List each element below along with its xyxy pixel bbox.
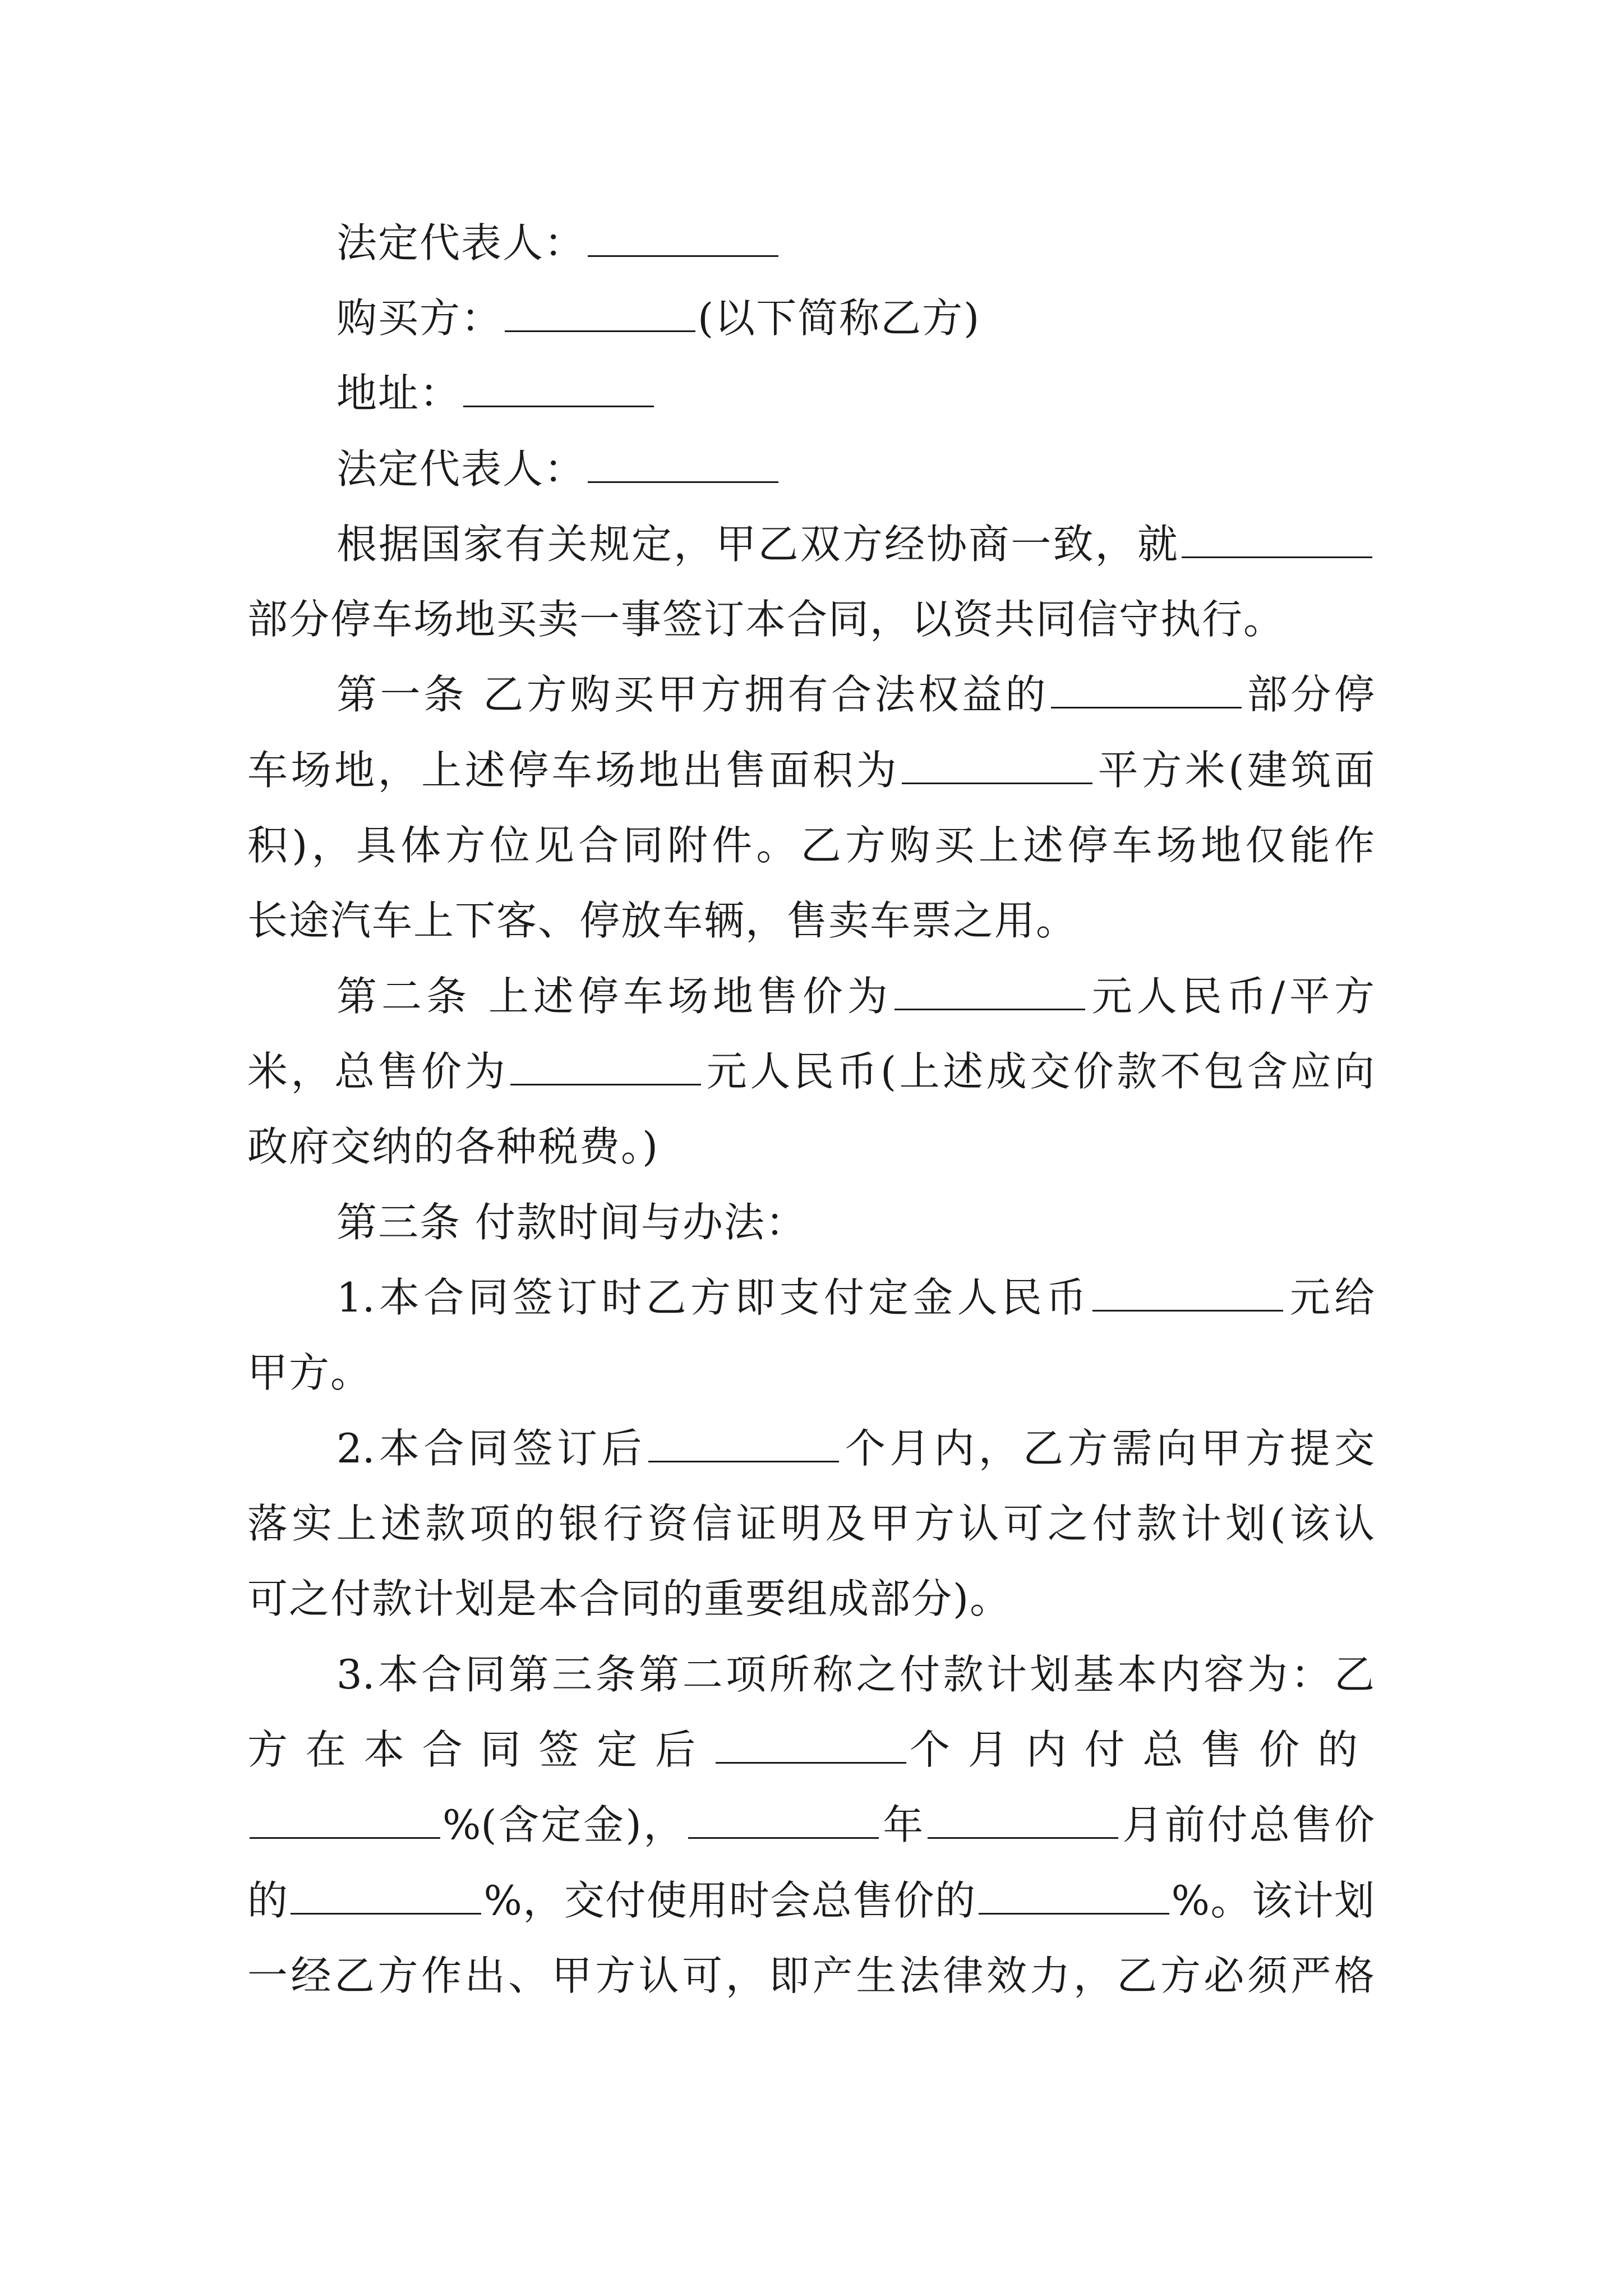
fill-blank (895, 975, 1085, 1010)
text-span: 积)，具体方位见合同附件。乙方购买上述停车场地仅能作 (247, 822, 1375, 869)
text-span: %(含定金)， (442, 1801, 686, 1848)
text-span: 个月内，乙方需向甲方提交 (841, 1425, 1375, 1472)
text-span: 可之付款计划是本合同的重要组成部分)。 (247, 1575, 1012, 1622)
text-span: 部分停车场地买卖一事签订本合同，以资共同信守执行。 (247, 596, 1285, 643)
legal-rep-line-2 (336, 442, 1375, 496)
text-span: (以下简称乙方) (698, 295, 981, 342)
fill-blank (510, 1050, 701, 1085)
text-span: 第二条 上述停车场地售价为 (336, 973, 892, 1020)
text-span: 法定代表人： (336, 219, 586, 266)
text-span: 一经乙方作出、甲方认可，即产生法律效力，乙方必须严格 (247, 1952, 1375, 1999)
text-span: 元给 (1285, 1274, 1375, 1321)
text-span: 购买方： (336, 295, 503, 342)
preamble-line-2 (247, 592, 1375, 646)
fill-blank (1092, 1276, 1283, 1312)
text-span: 第一条 乙方购买甲方拥有合法权益的 (336, 671, 1049, 718)
clause-3-line-4 (247, 1874, 1375, 1927)
fill-blank (291, 1879, 481, 1915)
article-2-line-2 (247, 1045, 1375, 1098)
text-span: %。该计划 (1171, 1877, 1375, 1924)
clause-3-line-1 (336, 1648, 1375, 1701)
article-1-line-1 (336, 668, 1375, 721)
clause-2-line-1 (336, 1421, 1375, 1475)
clause-2-line-3 (247, 1572, 1375, 1626)
text-span: 长途汽车上下客、停放车辆，售卖车票之用。 (247, 897, 1078, 944)
text-span: 3.本合同第三条第二项所称之付款计划基本内容为：乙 (336, 1651, 1375, 1698)
preamble-line-1 (336, 517, 1375, 571)
text-span: 的 (247, 1877, 289, 1924)
text-span: 米，总售价为 (247, 1048, 509, 1095)
text-span: 月前付总售价 (1120, 1801, 1375, 1848)
text-span: 根据国家有关规定，甲乙双方经协商一致，就 (336, 521, 1179, 568)
address-line (336, 366, 1375, 420)
text-span: 个月内付总售价的 (909, 1726, 1375, 1773)
fill-blank (1051, 673, 1242, 708)
text-span: 1.本合同签订时乙方即支付定金人民币 (336, 1274, 1091, 1321)
text-span: 甲方。 (247, 1349, 372, 1396)
text-span: 年 (880, 1801, 925, 1848)
text-span: 2.本合同签订后 (336, 1425, 646, 1472)
clause-2-line-2 (247, 1497, 1375, 1550)
fill-blank (928, 1803, 1118, 1839)
text-span: 平方米(建筑面 (1095, 747, 1375, 794)
text-span: 方在本合同签定后 (247, 1726, 713, 1773)
text-span: 部分停 (1244, 671, 1375, 718)
fill-blank (1182, 523, 1372, 558)
legal-rep-line-1 (336, 216, 1375, 270)
text-span: 地址： (336, 370, 462, 417)
text-span: 政府交纳的各种税费。) (247, 1123, 660, 1170)
fill-blank (250, 1803, 440, 1839)
text-span: 元人民币(上述成交价款不包含应向 (703, 1048, 1375, 1095)
article-2-line-1 (336, 969, 1375, 1023)
clause-1-line-1 (336, 1271, 1375, 1324)
clause-1-line-2 (247, 1346, 1375, 1400)
fill-blank (505, 297, 695, 332)
fill-blank (588, 448, 778, 483)
text-span: 第三条 付款时间与办法： (336, 1199, 807, 1246)
fill-blank (648, 1427, 839, 1462)
clause-3-line-5 (247, 1949, 1375, 2003)
article-1-line-3 (247, 818, 1375, 872)
fill-blank (588, 222, 778, 257)
article-2-line-3 (247, 1120, 1375, 1174)
clause-3-line-3 (247, 1798, 1375, 1852)
text-span: 车场地，上述停车场地出售面积为 (247, 747, 900, 794)
text-span: 法定代表人： (336, 445, 586, 493)
article-3-heading (336, 1195, 1375, 1249)
buyer-line (336, 291, 1375, 345)
article-1-line-2 (247, 743, 1375, 797)
fill-blank (716, 1728, 906, 1764)
text-span: 元人民币/平方 (1087, 973, 1375, 1020)
fill-blank (979, 1879, 1169, 1915)
fill-blank (902, 749, 1092, 784)
text-span: %，交付使用时会总售价的 (483, 1877, 976, 1924)
clause-3-line-2 (247, 1723, 1375, 1777)
article-1-line-4 (247, 894, 1375, 947)
fill-blank (463, 372, 654, 407)
text-span: 落实上述款项的银行资信证明及甲方认可之付款计划(该认 (247, 1500, 1375, 1547)
fill-blank (688, 1803, 879, 1839)
